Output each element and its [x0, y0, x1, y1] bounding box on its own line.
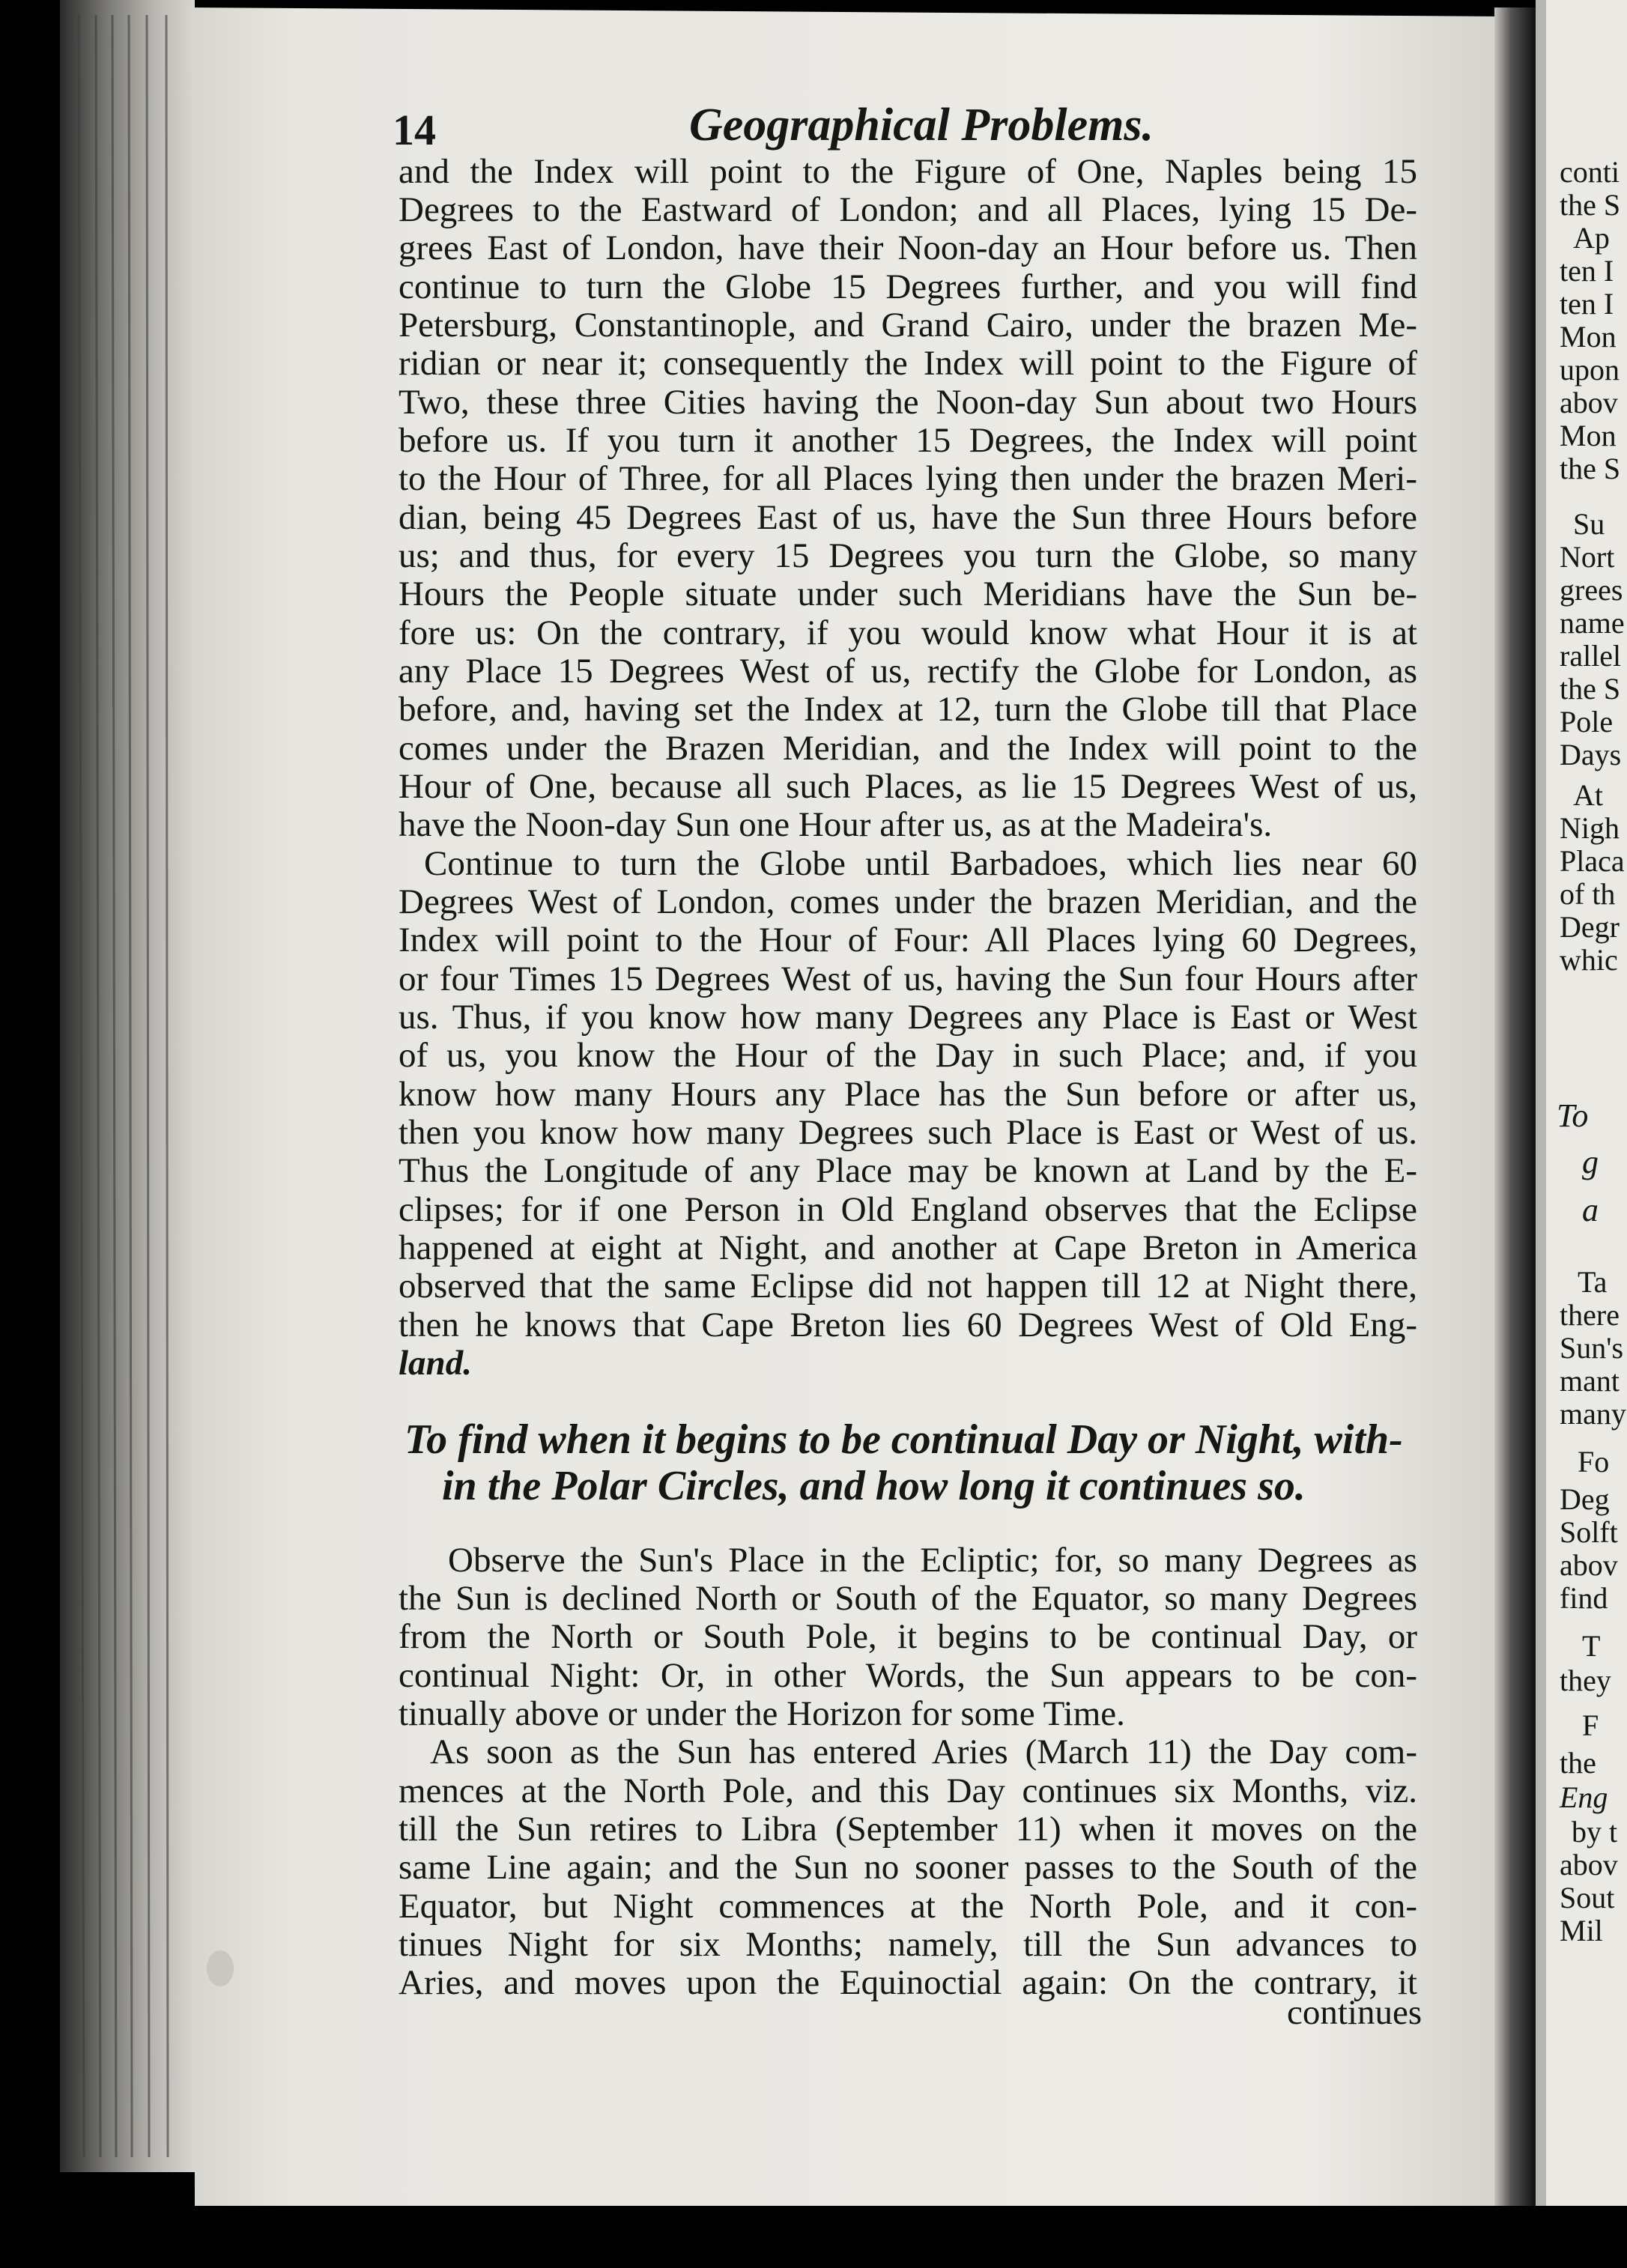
- text-line: from the North or South Pole, it begins to be continual Day, or: [399, 1617, 1417, 1656]
- facing-fragment: mant: [1560, 1364, 1620, 1398]
- page-number: 14: [393, 106, 436, 154]
- text-line: Equator, but Night commences at the North Pole, and it con-: [399, 1887, 1417, 1926]
- facing-fragment: Eng: [1560, 1780, 1608, 1814]
- facing-fragment: Days: [1560, 738, 1622, 771]
- facing-fragment: Mon: [1560, 419, 1617, 452]
- facing-fragment: the S: [1560, 188, 1621, 222]
- facing-fragment: by t: [1572, 1815, 1618, 1849]
- text-line: to the Hour of Three, for all Places lying then under the brazen Meri-: [399, 459, 1417, 498]
- text-line: As soon as the Sun has entered Aries (March 11) the Day com-: [430, 1732, 1417, 1771]
- text-line: tinually above or under the Horizon for some Time.: [399, 1694, 1125, 1733]
- text-line: Hour of One, because all such Places, as lie 15 Degrees West of us,: [399, 767, 1417, 806]
- facing-fragment: abov: [1560, 1548, 1618, 1582]
- text-line: the Sun is declined North or South of the Equator, so many Degrees: [399, 1579, 1417, 1618]
- facing-fragment: F: [1582, 1708, 1599, 1742]
- text-line: Hours the People situate under such Meridians have the Sun be-: [399, 574, 1417, 613]
- text-line: Degrees to the Eastward of London; and all Places, lying 15 De-: [399, 190, 1417, 229]
- text-line: mences at the North Pole, and this Day continues six Months, viz.: [399, 1771, 1417, 1810]
- text-line: dian, being 45 Degrees East of us, have the Sun three Hours before: [399, 498, 1417, 537]
- facing-fragment: find: [1560, 1581, 1608, 1615]
- text-line: continual Night: Or, in other Words, the Sun appears to be con-: [399, 1656, 1417, 1695]
- facing-fragment: Mon: [1560, 320, 1617, 354]
- facing-fragment: rallel: [1560, 639, 1622, 673]
- text-line: before us. If you turn it another 15 Degrees, the Index will point: [399, 421, 1417, 460]
- facing-fragment: there: [1560, 1298, 1620, 1332]
- running-head: Geographical Problems.: [689, 100, 1154, 151]
- facing-fragment: Degr: [1560, 910, 1620, 944]
- facing-fragment: grees: [1560, 573, 1623, 607]
- facing-fragment: ten I: [1560, 254, 1614, 288]
- text-line: Aries, and moves upon the Equinoctial again: On the contrary, it: [399, 1963, 1417, 2002]
- text-line: any Place 15 Degrees West of us, rectify the Globe for London, as: [399, 652, 1417, 691]
- facing-fragment: name: [1560, 606, 1625, 640]
- facing-fragment: Sout: [1560, 1881, 1615, 1914]
- text-line: clipses; for if one Person in Old England observes that the Eclipse: [399, 1190, 1417, 1229]
- facing-fragment: Mil: [1560, 1914, 1603, 1947]
- text-line: us. Thus, if you know how many Degrees any Place is East or West: [399, 998, 1417, 1037]
- facing-fragment: Sun's: [1560, 1331, 1624, 1365]
- text-line: continue to turn the Globe 15 Degrees further, and you will find: [399, 267, 1417, 306]
- facing-fragment: T: [1582, 1629, 1601, 1663]
- text-line: observed that the same Eclipse did not happen till 12 at Night there,: [399, 1267, 1417, 1306]
- facing-fragment: whic: [1560, 943, 1618, 977]
- text-line: Two, these three Cities having the Noon-day Sun about two Hours: [399, 383, 1417, 422]
- text-line: then he knows that Cape Breton lies 60 Degrees West of Old Eng-: [399, 1306, 1417, 1344]
- facing-heading-fragment: To: [1557, 1097, 1589, 1134]
- text-line: same Line again; and the Sun no sooner passes to the South of the: [399, 1848, 1417, 1887]
- text-line: happened at eight at Night, and another at Cape Breton in America: [399, 1228, 1417, 1267]
- text-line: before, and, having set the Index at 12, turn the Globe till that Place: [399, 690, 1417, 729]
- text-line: grees East of London, have their Noon-day an Hour before us. Then: [399, 228, 1417, 267]
- text-line: fore us: On the contrary, if you would know what Hour it is at: [399, 613, 1417, 652]
- facing-fragment: the S: [1560, 672, 1621, 706]
- text-line: and the Index will point to the Figure of One, Naples being 15: [399, 152, 1417, 191]
- facing-fragment: abov: [1560, 386, 1618, 419]
- text-line: Continue to turn the Globe until Barbadoes, which lies near 60: [424, 844, 1417, 883]
- facing-fragment: Ap: [1573, 221, 1610, 255]
- facing-fragment: Su: [1573, 507, 1605, 541]
- spine-shadow: [1494, 7, 1536, 2210]
- text-line: Petersburg, Constantinople, and Grand Cairo, under the brazen Me-: [399, 306, 1417, 345]
- text-line: till the Sun retires to Libra (September 11) when it moves on the: [399, 1810, 1417, 1849]
- text-line: land.: [399, 1344, 472, 1383]
- heading-line: To find when it begins to be continual Day or Night, with-: [405, 1416, 1403, 1463]
- paper-stain: [207, 1950, 234, 1986]
- text-line: Thus the Longitude of any Place may be known at Land by the E-: [399, 1151, 1417, 1190]
- facing-fragment: upon: [1560, 353, 1620, 386]
- facing-fragment: the S: [1560, 452, 1621, 485]
- facing-fragment: they: [1560, 1664, 1611, 1697]
- facing-fragment: Placa: [1560, 844, 1625, 878]
- text-line: us; and thus, for every 15 Degrees you turn the Globe, so many: [399, 536, 1417, 575]
- facing-fragment: ten I: [1560, 287, 1614, 321]
- facing-fragment: Fo: [1578, 1445, 1610, 1479]
- facing-fragment: Deg: [1560, 1482, 1610, 1516]
- text-line: tinues Night for six Months; namely, till the Sun advances to: [399, 1925, 1417, 1964]
- text-line: comes under the Brazen Meridian, and the Index will point to the: [399, 729, 1417, 768]
- facing-fragment: the: [1560, 1746, 1596, 1780]
- text-line: know how many Hours any Place has the Sun before or after us,: [399, 1075, 1417, 1114]
- facing-fragment: Ta: [1578, 1265, 1608, 1299]
- facing-fragment: abov: [1560, 1848, 1618, 1882]
- facing-fragment: many: [1560, 1397, 1626, 1431]
- facing-fragment: of th: [1560, 877, 1616, 911]
- facing-fragment: At: [1573, 778, 1603, 812]
- facing-fragment: Nigh: [1560, 811, 1620, 845]
- text-line: of us, you know the Hour of the Day in such Place; and, if you: [399, 1036, 1417, 1075]
- facing-fragment: Pole: [1560, 705, 1614, 739]
- catchword: continues: [1287, 1993, 1423, 2032]
- text-line: ridian or near it; consequently the Index will point to the Figure of: [399, 344, 1417, 383]
- facing-heading-fragment: a: [1582, 1192, 1599, 1228]
- text-line: Degrees West of London, comes under the brazen Meridian, and the: [399, 882, 1417, 921]
- text-line: have the Noon-day Sun one Hour after us, as at the Madeira's.: [399, 805, 1273, 844]
- text-line: Index will point to the Hour of Four: All Places lying 60 Degrees,: [399, 921, 1417, 959]
- facing-heading-fragment: g: [1582, 1144, 1599, 1180]
- facing-fragment: Solft: [1560, 1515, 1618, 1549]
- text-line: then you know how many Degrees such Place is East or West of us.: [399, 1113, 1417, 1152]
- facing-fragment: Nort: [1560, 540, 1615, 574]
- heading-line: in the Polar Circles, and how long it continues so.: [442, 1463, 1306, 1509]
- facing-fragment: conti: [1560, 155, 1620, 189]
- text-line: Observe the Sun's Place in the Ecliptic; for, so many Degrees as: [448, 1541, 1417, 1580]
- text-line: or four Times 15 Degrees West of us, having the Sun four Hours after: [399, 959, 1417, 998]
